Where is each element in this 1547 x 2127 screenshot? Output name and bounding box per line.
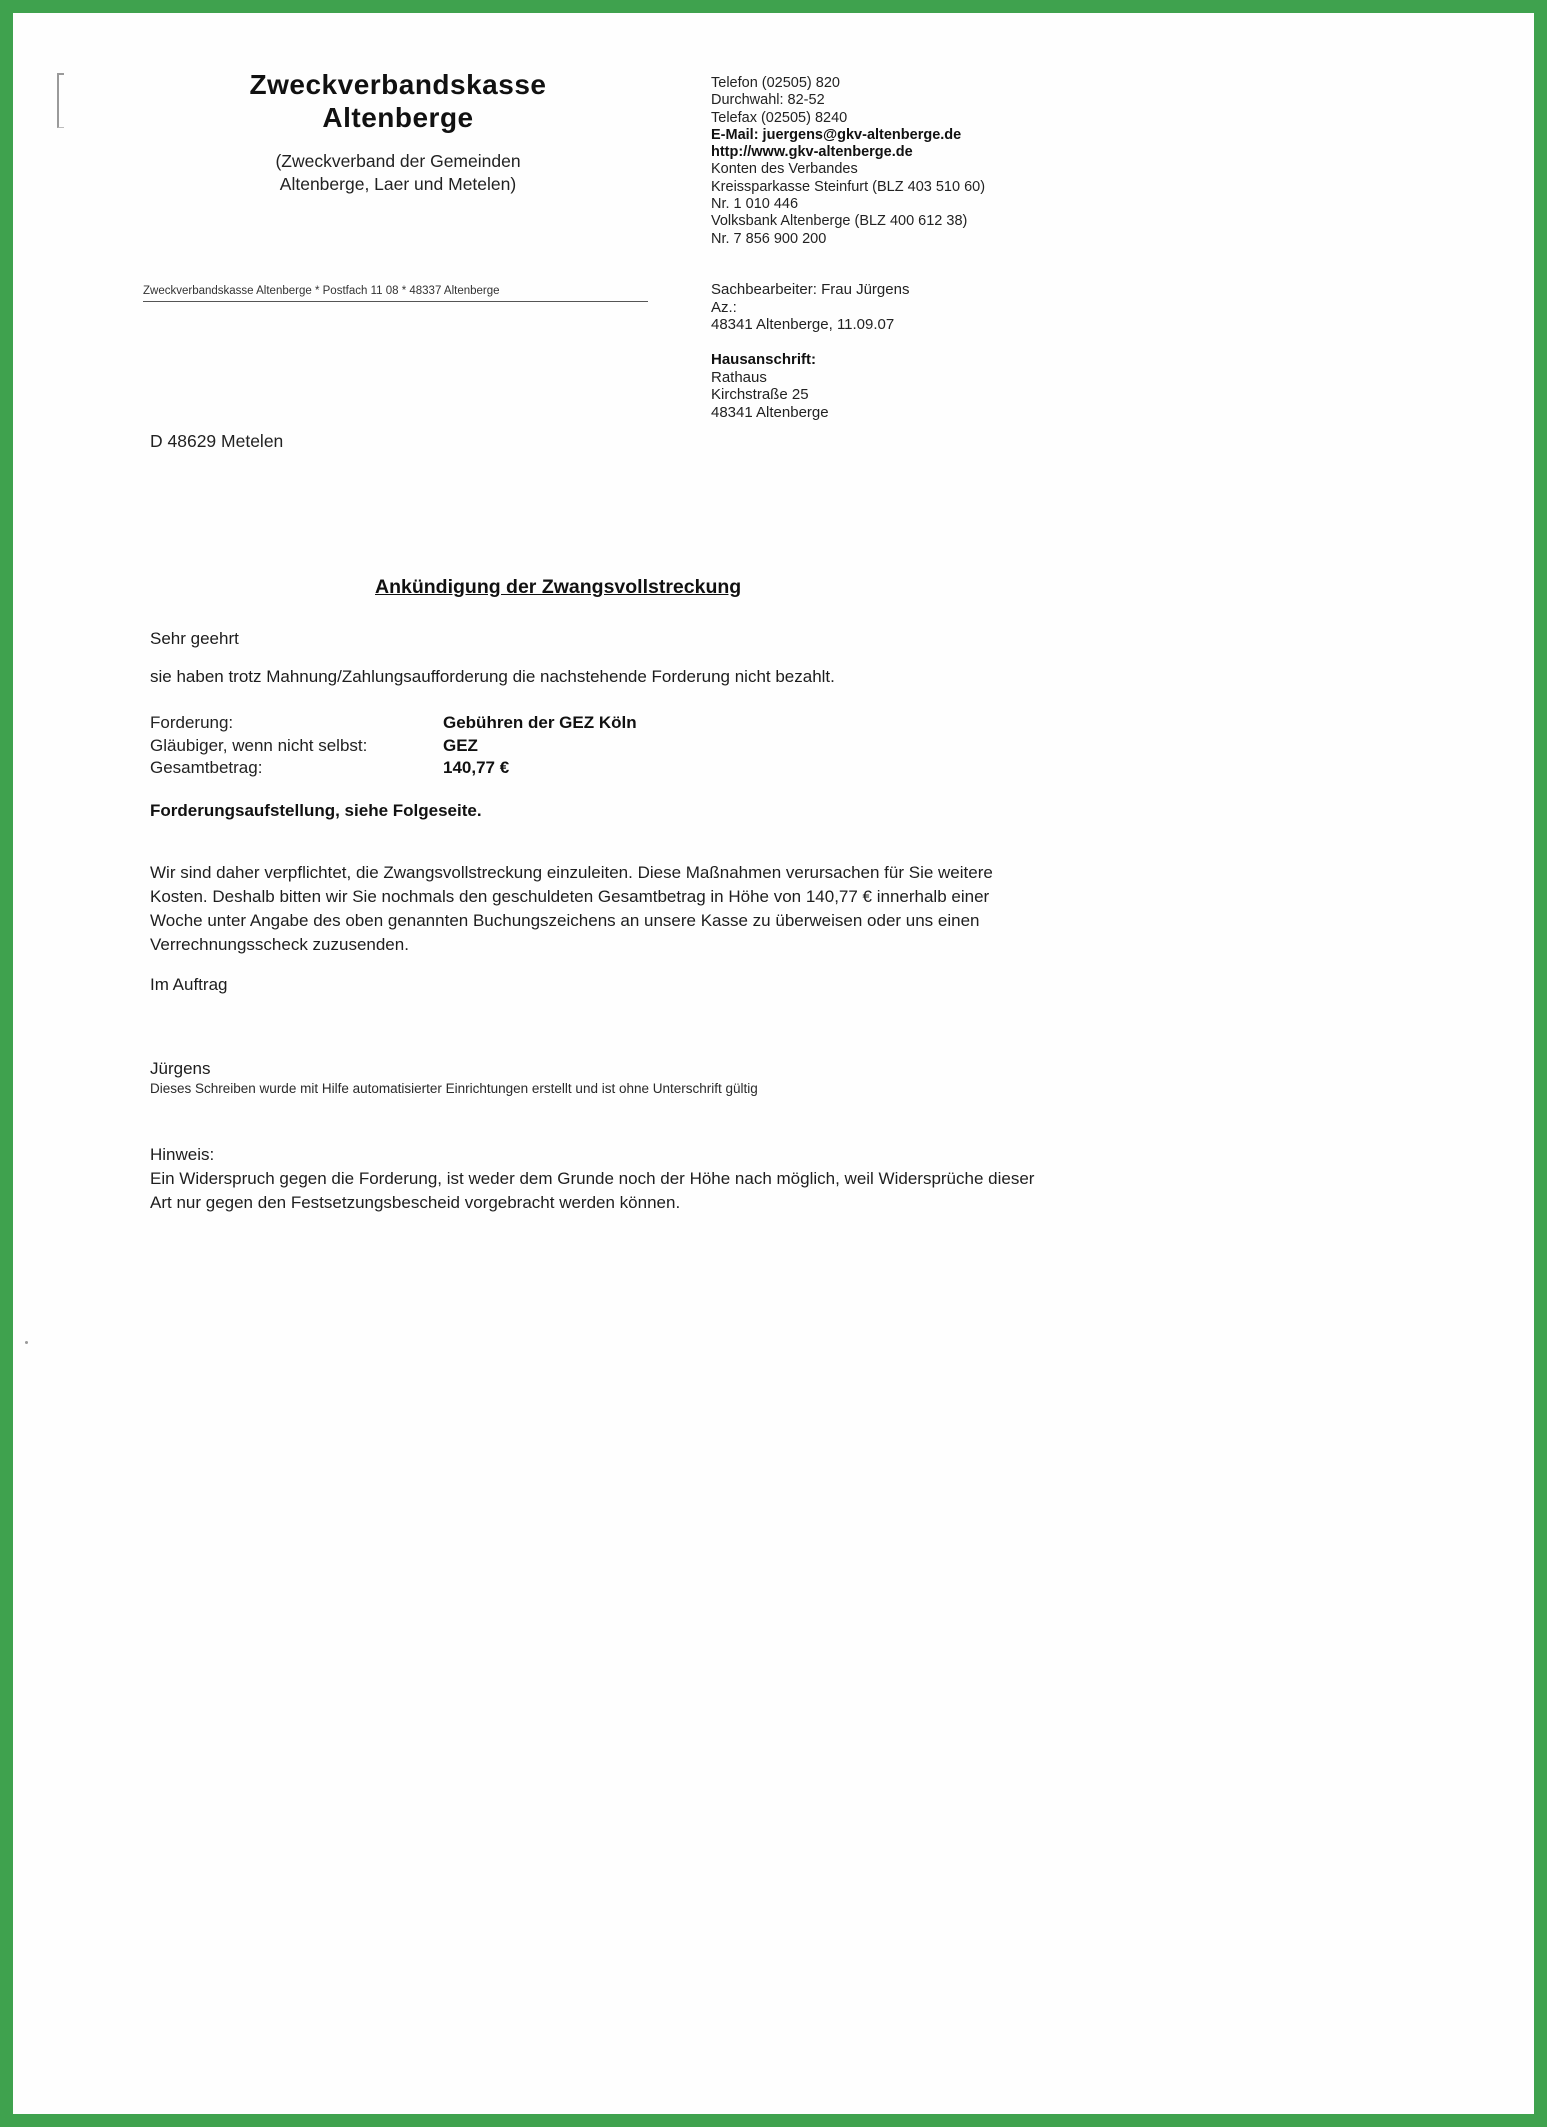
claim-value: 140,77 € xyxy=(443,758,510,777)
az-line: Az.: xyxy=(711,298,737,316)
letterhead-contact-block xyxy=(711,75,1131,248)
note-block xyxy=(150,1143,1040,1215)
salutation: Sehr geehrt xyxy=(150,629,239,648)
hausanschrift-block xyxy=(711,351,1131,421)
contact-bank1-nr: Nr. 1 010 446 xyxy=(711,196,799,213)
claim-value: Gebühren der GEZ Köln xyxy=(443,713,637,732)
claim-label: Forderung: xyxy=(150,713,234,732)
contact-konten-title: Konten des Verbandes xyxy=(711,161,858,178)
org-subtitle-line1: (Zweckverband der Gemeinden xyxy=(275,151,521,171)
recipient-address: D 48629 Metelen xyxy=(150,431,284,451)
sender-return-address: Zweckverbandskasse Altenberge * Postfach 11 08 * 48337 Altenberge xyxy=(143,285,648,302)
signature-name: Jürgens xyxy=(150,1059,211,1078)
note-text: Ein Widerspruch gegen die Forderung, ist weder dem Grunde noch der Höhe nach möglich, weil Widersprüche dieser Art nur gegen den Festsetzungsbescheid vorgebracht werden können. xyxy=(150,1169,1035,1212)
claim-label: Gläubiger, wenn nicht selbst: xyxy=(150,735,368,755)
contact-telefax: Telefax (02505) 8240 xyxy=(711,109,848,126)
scan-artifact-bracket xyxy=(57,73,64,128)
case-info-block xyxy=(711,281,1131,334)
letterhead-org-block xyxy=(183,68,613,196)
hausanschrift-line2: Kirchstraße 25 xyxy=(711,386,809,403)
scan-speck xyxy=(25,1341,28,1344)
claim-row-glaeubiger xyxy=(150,735,637,758)
org-subtitle-line2: Altenberge, Laer und Metelen) xyxy=(279,174,517,194)
sachbearbeiter-line: Sachbearbeiter: Frau Jürgens xyxy=(711,281,910,298)
org-name-line2: Altenberge xyxy=(322,102,474,133)
contact-website: http://www.gkv-altenberge.de xyxy=(711,144,913,161)
contact-bank2-nr: Nr. 7 856 900 200 xyxy=(711,230,827,247)
contact-bank2: Volksbank Altenberge (BLZ 400 612 38) xyxy=(711,213,968,230)
hausanschrift-label: Hausanschrift: xyxy=(711,351,817,368)
contact-durchwahl: Durchwahl: 82-52 xyxy=(711,92,825,109)
auto-generated-disclaimer: Dieses Schreiben wurde mit Hilfe automatisierter Einrichtungen erstellt und ist ohne Unterschrift gültig xyxy=(150,1081,758,1096)
contact-telefon: Telefon (02505) 820 xyxy=(711,75,840,91)
claim-row-gesamtbetrag xyxy=(150,757,637,780)
hausanschrift-line1: Rathaus xyxy=(711,368,767,386)
intro-paragraph: sie haben trotz Mahnung/Zahlungsaufforderung die nachstehende Forderung nicht bezahlt. xyxy=(150,667,835,686)
letter-subject: Ankündigung der Zwangsvollstreckung xyxy=(375,576,742,598)
claim-row-forderung xyxy=(150,712,637,735)
org-subtitle xyxy=(183,150,613,196)
claim-table xyxy=(150,712,637,780)
note-label: Hinweis: xyxy=(150,1145,215,1164)
claim-label: Gesamtbetrag: xyxy=(150,758,263,777)
closing-line: Im Auftrag xyxy=(150,975,228,994)
claim-value: GEZ xyxy=(443,735,478,755)
place-date-line: 48341 Altenberge, 11.09.07 xyxy=(711,316,895,333)
contact-email: E-Mail: juergens@gkv-altenberge.de xyxy=(711,126,962,143)
statement-line: Forderungsaufstellung, siehe Folgeseite. xyxy=(150,801,482,820)
main-paragraph: Wir sind daher verpflichtet, die Zwangsvollstreckung einzuleiten. Diese Maßnahmen verursachen für Sie weitere Kosten. Deshalb bitten wir Sie nochmals den geschuldeten Gesamtbetrag in Höhe von 140,77 € innerhalb einer Woche unter Angabe des oben genannten Buchungszeichens an unsere Kasse zu überweisen oder uns einen Verrechnungsscheck zuzusenden. xyxy=(150,863,993,954)
org-name-line1: Zweckverbandskasse xyxy=(249,69,547,100)
hausanschrift-line3: 48341 Altenberge xyxy=(711,403,829,421)
contact-bank1: Kreissparkasse Steinfurt (BLZ 403 510 60) xyxy=(711,178,986,195)
